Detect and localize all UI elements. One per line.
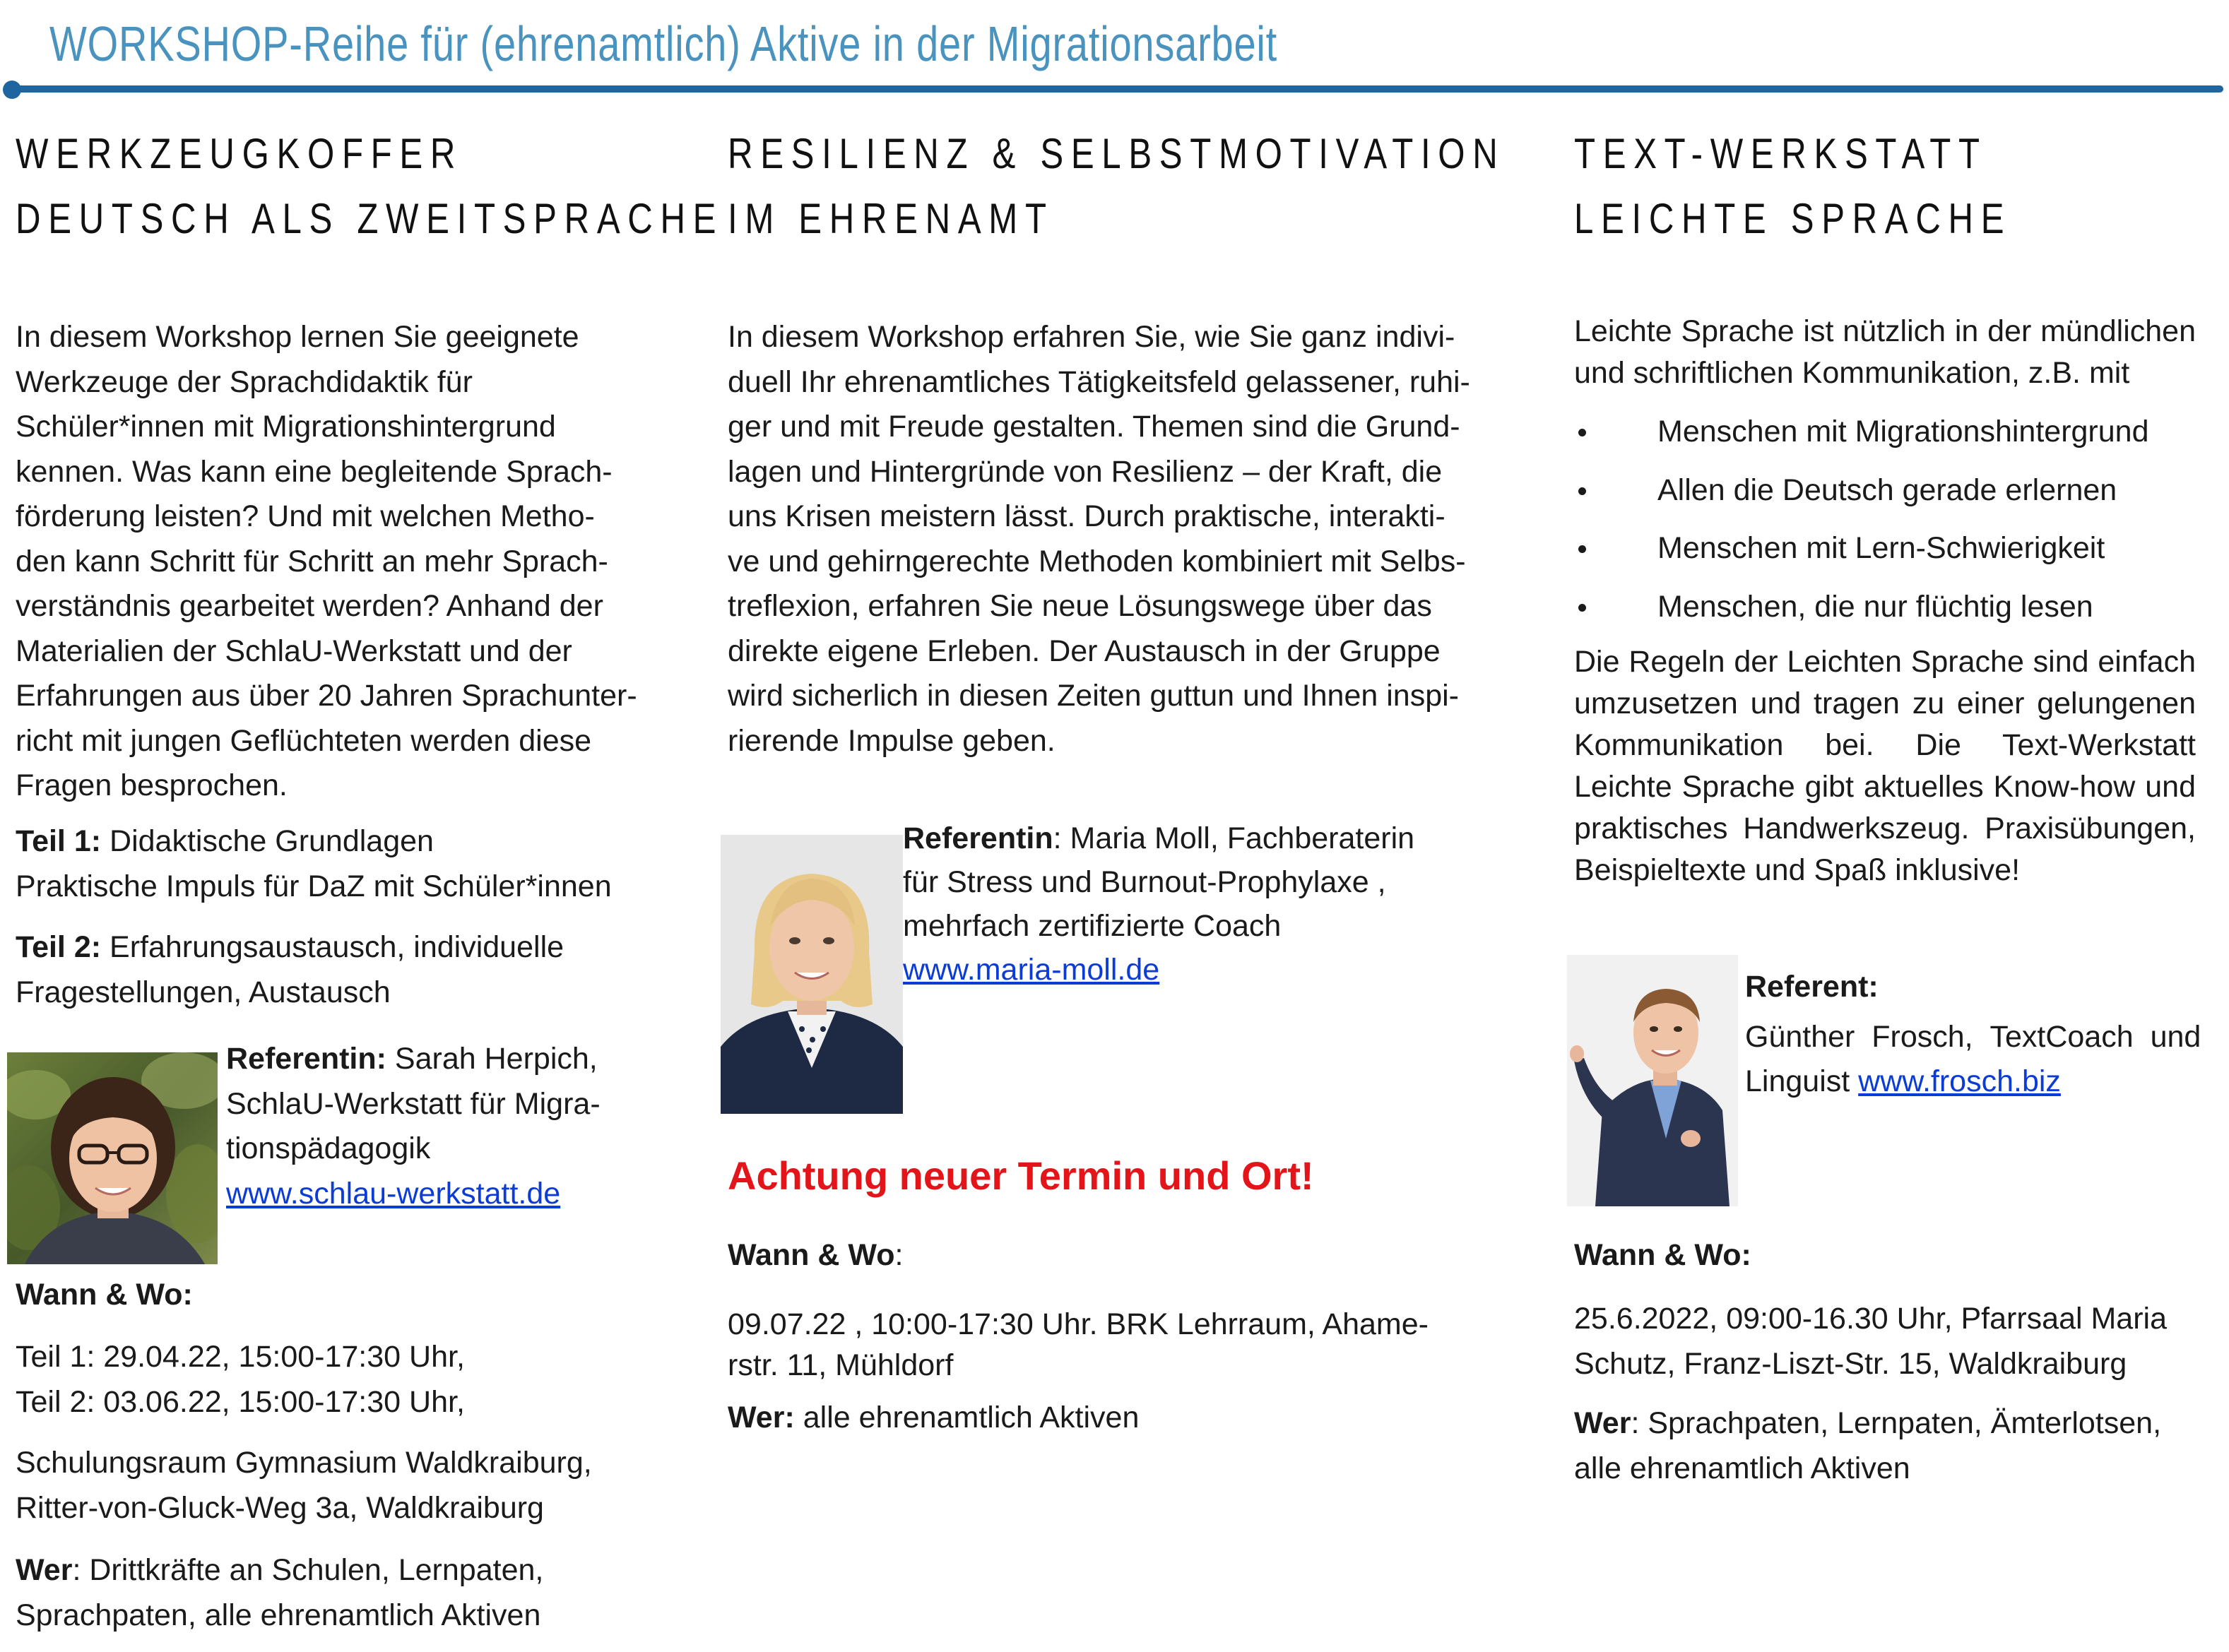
col1-date-line1: Teil 1: 29.04.22, 15:00-17:30 Uhr, <box>16 1340 465 1374</box>
col3-wer-label: Wer <box>1574 1406 1631 1440</box>
referent-photo-frosch <box>1567 955 1738 1206</box>
portrait-moll-image <box>721 835 903 1114</box>
intro-line: treflexion, erfahren Sie neue Lösungswege über das <box>728 589 1432 623</box>
col2-wer-label: Wer: <box>728 1401 795 1434</box>
column2-heading-line1: RESILIENZ & SELBSTMOTIVATION <box>728 130 1506 177</box>
column3-heading <box>1574 121 2011 251</box>
intro-line: In diesem Workshop lernen Sie geeignete <box>16 320 579 354</box>
column1-heading-line1: WERKZEUGKOFFER <box>16 130 463 177</box>
intro-line: lagen und Hintergründe von Resilienz – der Kraft, die <box>728 454 1443 489</box>
intro-line: ger und mit Freude gestalten. Themen sind die Grund- <box>728 410 1460 444</box>
col3-wer <box>1574 1401 2161 1491</box>
header-rule-dot <box>3 81 21 99</box>
teil1-block <box>16 819 612 909</box>
intro-line: In diesem Workshop erfahren Sie, wie Sie ganz indivi- <box>728 320 1455 354</box>
col2-wann-wo-colon: : <box>894 1238 904 1272</box>
referentin-label: Referentin <box>903 821 1053 855</box>
frosch-link[interactable]: www.frosch.biz <box>1858 1064 2061 1098</box>
intro-line: duell Ihr ehrenamtliches Tätigkeitsfeld gelassener, ruhi- <box>728 364 1470 399</box>
intro-line: kennen. Was kann eine begleitende Sprach- <box>16 454 613 489</box>
col2-wann-wo <box>728 1233 903 1278</box>
teil2-block <box>16 925 564 1015</box>
col1-wer-label: Wer <box>16 1553 73 1587</box>
col1-place-line2: Ritter-von-Gluck-Weg 3a, Waldkraiburg <box>16 1490 544 1525</box>
intro-line: den kann Schritt für Schritt an mehr Sprach- <box>16 544 608 578</box>
column2-intro <box>728 315 1470 763</box>
intro-line: wird sicherlich in diesen Zeiten guttun und Ihnen inspi- <box>728 679 1459 713</box>
intro-line: verständnis gearbeitet werden? Anhand der <box>16 589 603 623</box>
column3-heading-line1: TEXT-WERKSTATT <box>1574 130 1987 177</box>
header-rule <box>8 85 2223 93</box>
page-title: WORKSHOP-Reihe für (ehrenamtlich) Aktive in der Migrationsarbeit <box>49 16 1278 71</box>
column3-heading-line2: LEICHTE SPRACHE <box>1574 195 2012 242</box>
col3-date-line2: Schutz, Franz-Liszt-Str. 15, Waldkraiburg <box>1574 1346 2127 1381</box>
col2-date-line2: rstr. 11, Mühldorf <box>728 1348 954 1382</box>
col1-wer-line2: Sprachpaten, alle ehrenamtlich Aktiven <box>16 1598 541 1632</box>
teil2-label: Teil 2: <box>16 930 102 964</box>
column1-heading <box>16 121 723 251</box>
col3-wann-wo-label: Wann & Wo: <box>1574 1238 1751 1272</box>
col1-wer <box>16 1548 543 1638</box>
intro-line: Werkzeuge der Sprachdidaktik für <box>16 364 473 399</box>
col3-wer-line1: : Sprachpaten, Lernpaten, Ämterlotsen, <box>1631 1406 2162 1440</box>
col1-dates <box>16 1335 465 1425</box>
bullet-icon <box>1578 545 1586 553</box>
referentin-org-line1: SchlaU-Werkstatt für Migra- <box>226 1086 601 1121</box>
column2-heading-line2: IM EHRENAMT <box>728 195 1054 242</box>
intro-line: Fragen besprochen. <box>16 768 288 802</box>
referentin-photo-herpich <box>7 1052 218 1264</box>
new-date-alert: Achtung neuer Termin und Ort! <box>728 1153 1314 1198</box>
teil1-line1: Didaktische Grundlagen <box>110 824 434 858</box>
teil1-line2: Praktische Impuls für DaZ mit Schüler*innen <box>16 869 612 903</box>
referentin-label: Referentin: <box>226 1042 386 1076</box>
referentin-name: Sarah Herpich, <box>394 1042 598 1076</box>
intro-line: uns Krisen meistern lässt. Durch praktische, interakti- <box>728 499 1445 533</box>
intro-line: Materialien der SchlaU-Werkstatt und der <box>16 634 572 668</box>
col3-date-line1: 25.6.2022, 09:00-16.30 Uhr, Pfarrsaal Maria <box>1574 1302 2168 1336</box>
list-item: Allen die Deutsch gerade erlernen <box>1574 461 2196 520</box>
schlau-werkstatt-link[interactable]: www.schlau-werkstatt.de <box>226 1176 561 1211</box>
col2-wer-text: alle ehrenamtlich Aktiven <box>794 1401 1140 1434</box>
list-item: Menschen, die nur flüchtig lesen <box>1574 578 2196 636</box>
portrait-herpich-image <box>7 1052 218 1264</box>
col1-wer-line1: : Drittkräfte an Schulen, Lernpaten, <box>72 1553 544 1587</box>
col2-dates <box>728 1304 1429 1386</box>
column2-heading <box>728 121 1505 251</box>
audience-list <box>1574 403 2196 636</box>
referentin-herpich-block <box>226 1037 601 1216</box>
col2-wann-wo-label: Wann & Wo <box>728 1238 895 1272</box>
col1-wann-wo-label: Wann & Wo: <box>16 1278 193 1312</box>
column3-rules-text: Die Regeln der Leichten Sprache sind einfach umzusetzen und tragen zu einer gelungenen Kommunikation bei. Die Text-Werkstatt Leichte Sprache gibt aktuelles Know-how und praktisches Handwerkszeug. Praxisübungen, Beispieltexte und Spaß inklusive! <box>1574 645 2196 887</box>
column1-heading-line2: DEUTSCH ALS ZWEITSPRACHE <box>16 195 724 242</box>
teil2-line1: Erfahrungsaustausch, individuelle <box>110 930 564 964</box>
maria-moll-link[interactable]: www.maria-moll.de <box>903 953 1160 987</box>
intro-line: rierende Impulse geben. <box>728 723 1056 758</box>
intro-line: ve und gehirngerechte Methoden kombiniert mit Selbs- <box>728 544 1466 578</box>
referent-label: Referent: <box>1745 970 1879 1004</box>
referentin-role-line2: mehrfach zertifizierte Coach <box>903 909 1282 943</box>
column1-intro <box>16 315 637 809</box>
col1-place <box>16 1441 592 1531</box>
col1-place-line1: Schulungsraum Gymnasium Waldkraiburg, <box>16 1446 592 1480</box>
col3-wer-line2: alle ehrenamtlich Aktiven <box>1574 1451 1910 1485</box>
intro-line: direkte eigene Erleben. Der Austausch in der Gruppe <box>728 634 1441 668</box>
intro-line: Erfahrungen aus über 20 Jahren Sprachunter- <box>16 679 637 713</box>
teil1-label: Teil 1: <box>16 824 102 858</box>
referentin-photo-moll <box>721 835 903 1114</box>
referent-link-line: Linguist www.frosch.biz <box>1745 1064 2061 1098</box>
referent-name-line: Günther Frosch, TextCoach und <box>1745 1019 2201 1054</box>
intro-line: richt mit jungen Geflüchteten werden diese <box>16 723 592 758</box>
referentin-name: : Maria Moll, Fachberaterin <box>1053 821 1415 855</box>
col3-dates <box>1574 1297 2167 1386</box>
column3-intro: Leichte Sprache ist nützlich in der mündlichen und schriftlichen Kommunikation, z.B. mit <box>1574 314 2196 390</box>
referentin-role-line1: für Stress und Burnout-Prophylaxe , <box>903 865 1386 899</box>
bullet-icon <box>1578 604 1586 612</box>
intro-line: förderung leisten? Und mit welchen Metho- <box>16 499 595 533</box>
col2-wer <box>728 1396 1139 1441</box>
bullet-icon <box>1578 429 1586 436</box>
referentin-moll-block <box>903 816 1414 992</box>
referentin-org-line2: tionspädagogik <box>226 1131 431 1165</box>
referent-frosch-block <box>1745 965 2201 1103</box>
list-item: Menschen mit Migrationshintergrund <box>1574 403 2196 461</box>
list-item: Menschen mit Lern-Schwierigkeit <box>1574 519 2196 578</box>
bullet-icon <box>1578 487 1586 495</box>
teil2-line2: Fragestellungen, Austausch <box>16 975 391 1009</box>
col1-date-line2: Teil 2: 03.06.22, 15:00-17:30 Uhr, <box>16 1384 465 1419</box>
col2-date-line1: 09.07.22 , 10:00-17:30 Uhr. BRK Lehrraum, Ahame- <box>728 1307 1429 1341</box>
intro-line: Schüler*innen mit Migrationshintergrund <box>16 410 556 444</box>
portrait-frosch-image <box>1567 955 1738 1206</box>
